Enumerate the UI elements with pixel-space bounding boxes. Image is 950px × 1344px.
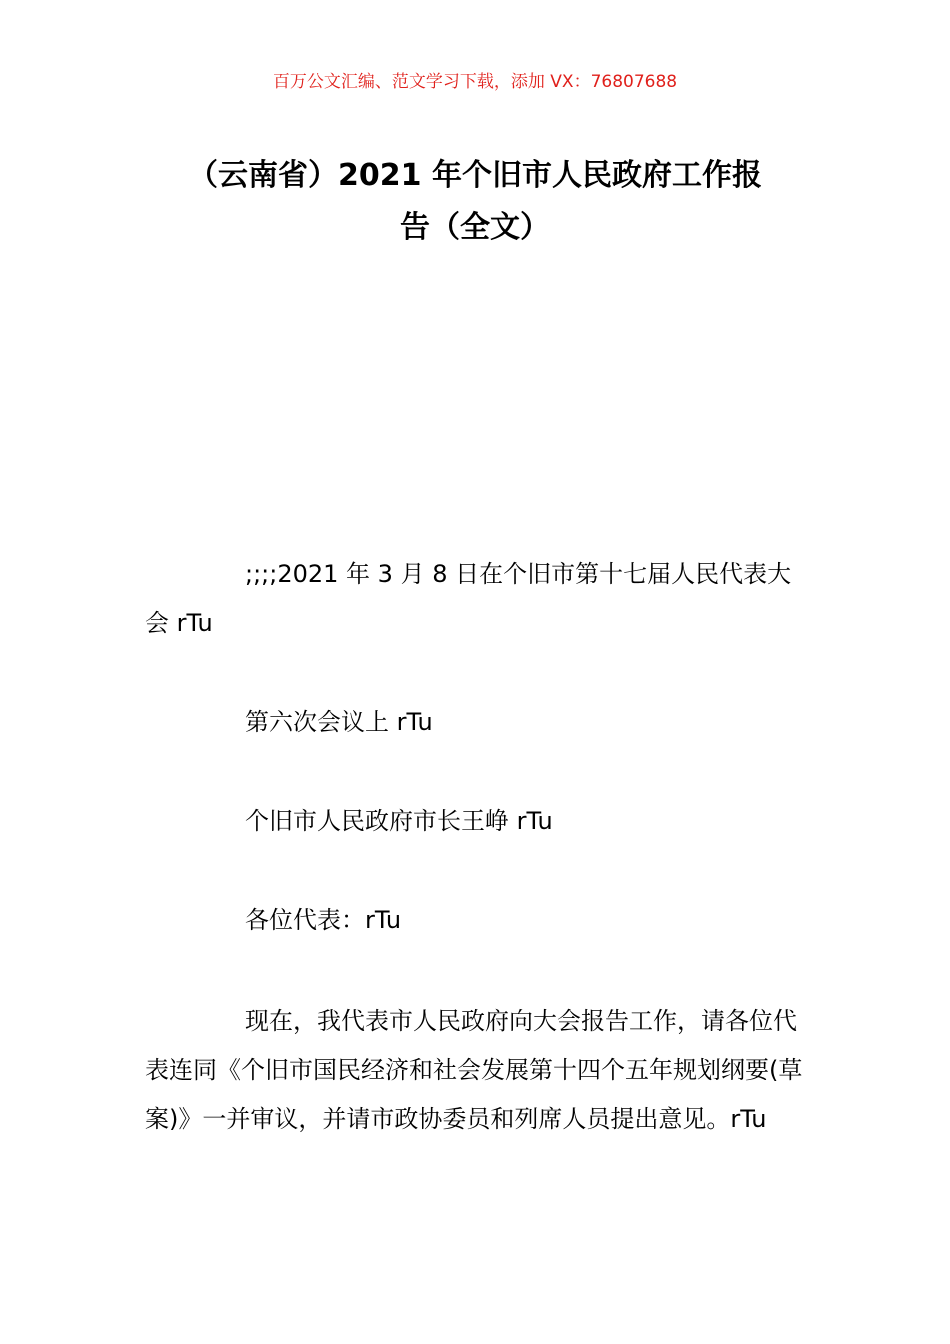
paragraph-date-text: ;;;;2021 年 3 月 8 日在个旧市第十七届人民代表大会 rTu	[145, 560, 792, 637]
title-line-2: 告（全文）	[400, 210, 550, 245]
promo-banner: 百万公文汇编、范文学习下载，添加 VX：76807688	[272, 72, 678, 92]
paragraph-report-text: 现在，我代表市人民政府向大会报告工作，请各位代表连同《个旧市国民经济和社会发展第十四个五年规划纲要(草案)》一并审议，并请市政协委员和列席人员提出意见。rTu	[145, 1007, 803, 1133]
paragraph-date	[145, 550, 810, 648]
paragraph-session-text: 第六次会议上 rTu	[245, 708, 433, 736]
title-line-1: （云南省）2021 年个旧市人民政府工作报	[188, 158, 762, 193]
document-title	[140, 150, 810, 254]
paragraph-session	[145, 698, 810, 747]
paragraph-salute-text: 各位代表：rTu	[245, 906, 402, 934]
paragraph-mayor	[145, 797, 810, 846]
paragraph-salute	[145, 896, 810, 945]
paragraph-report	[145, 997, 810, 1144]
paragraph-mayor-text: 个旧市人民政府市长王峥 rTu	[245, 807, 553, 835]
